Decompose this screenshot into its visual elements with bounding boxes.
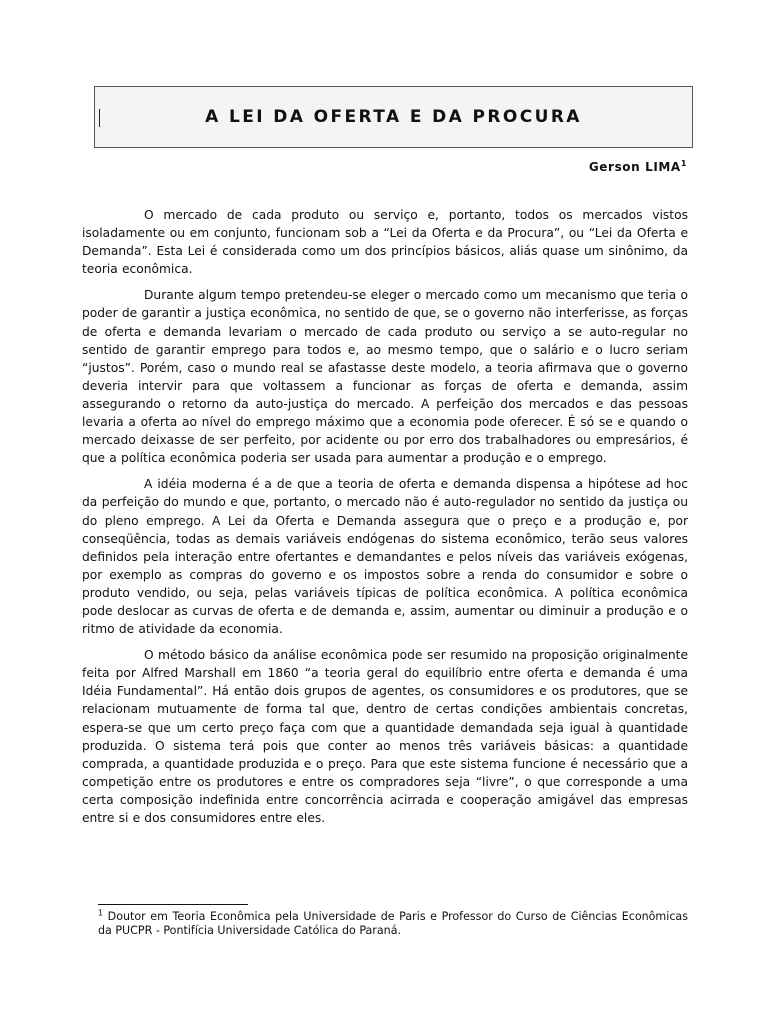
footnote-marker: 1 — [98, 908, 104, 918]
footnote-separator — [98, 904, 248, 905]
paragraph-1: O mercado de cada produto ou serviço e, portanto, todos os mercados vistos isoladamente ou em conjunto, funcionam sob a “Lei da Oferta e da Procura”, ou “Lei da Oferta e Demanda”. Esta Lei é considerada como um dos princípios básicos, aliás quase um sinônimo, da teoria econômica. — [82, 208, 688, 277]
paragraph-3: A idéia moderna é a de que a teoria de oferta e demanda dispensa a hipótese ad hoc da perfeição do mundo e que, portanto, o mercado não é auto-regulador no sentido da justiça ou do pleno emprego. A Lei da Oferta e Demanda assegura que o preço e a produção e, por conseqüência, todas as demais variáveis endógenas do sistema econômico, terão seus valores definidos pela interação entre ofertantes e demandantes e pelos níveis das variáveis exógenas, por exemplo as compras do governo e os impostos sobre a renda do consumidor e sobre o produto vendido, ou seja, pelas variáveis típicas de política econômica. A política econômica pode deslocar as curvas de oferta e de demanda e, assim, aumentar ou diminuir a produção e o ritmo de atividade da economia. — [82, 477, 688, 637]
body-text — [82, 206, 688, 835]
paragraph-4: O método básico da análise econômica pode ser resumido na proposição originalmente feita por Alfred Marshall em 1860 “a teoria geral do equilíbrio entre oferta e demanda é uma Idéia Fundamental”. Há então dois grupos de agentes, os consumidores e os produtores, que se relacionam mutuamente de forma tal que, dentro de certas condições ambientais concretas, espera-se que um certo preço faça com que a quantidade demandada seja igual à quantidade produzida. O sistema terá pois que conter ao menos três variáveis básicas: a quantidade comprada, a quantidade produzida e o preço. Para que este sistema funcione é necessário que a competição entre os produtores e entre os compradores seja “livre”, o que corresponde a uma certa composição indefinida entre concorrência acirrada e cooperação amigável das empresas entre si e dos consumidores entre eles. — [82, 648, 688, 825]
author-footnote-marker: 1 — [680, 159, 687, 168]
author-line — [589, 160, 687, 174]
title-box-edge-mark — [99, 109, 100, 127]
document-title: A LEI DA OFERTA E DA PROCURA — [205, 107, 582, 127]
title-box — [94, 86, 693, 148]
footnote-text: Doutor em Teoria Econômica pela Universidade de Paris e Professor do Curso de Ciências Econômicas da PUCPR - Pontifícia Universidade Católica do Paraná. — [98, 910, 688, 937]
paragraph-2: Durante algum tempo pretendeu-se eleger o mercado como um mecanismo que teria o poder de garantir a justiça econômica, no sentido de que, se o governo não interferisse, as forças de oferta e demanda levariam o mercado de cada produto ou serviço a se auto-regular no sentido de garantir emprego para todos e, ao mesmo tempo, que o salário e o lucro seriam “justos”. Porém, caso o mundo real se afastasse deste modelo, a teoria afirmava que o governo deveria intervir para que voltassem a funcionar as forças de oferta e demanda, assim assegurando o retorno da auto-justiça do mercado. A perfeição dos mercados e das pessoas levaria a oferta ao nível do emprego máximo que a economia pode oferecer. É só se e quando o mercado deixasse de ser perfeito, por acidente ou por erro dos trabalhadores ou empresários, é que a política econômica poderia ser usada para aumentar a produção e o emprego. — [82, 288, 689, 466]
author-name: Gerson LIMA — [588, 160, 681, 174]
footnote — [98, 910, 688, 937]
